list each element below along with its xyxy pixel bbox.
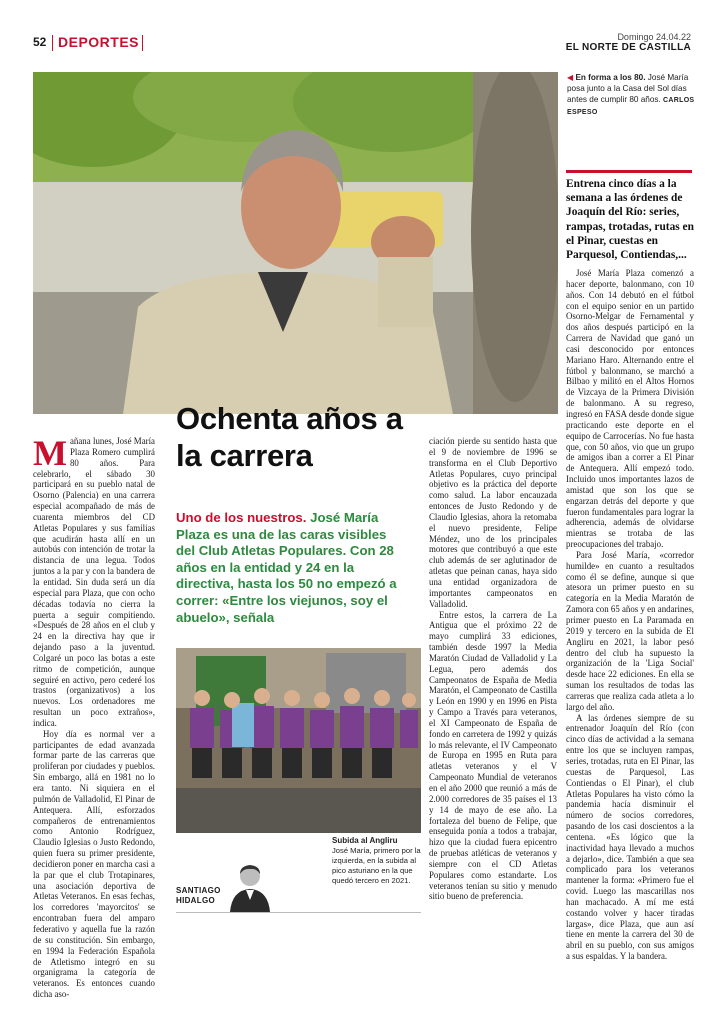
headline: Ochenta años a la carrera: [176, 401, 403, 473]
body-paragraph: ciación pierde su sentido hasta que el 9 de noviembre de 1996 se transforma en el Club Deportivo Atletas Populares, cuyo principal objetivo es la práctica del deporte como salud. La labor encauzada entonces de Justo Redondo y de Claudio Iglesias, ahora la retomaba el nuevo presidente, Felipe Méndez, uno de los principales motores que contribuyó a que este club además de ser aglutinador de atletas que peinan canas, haya sido una entidad organizadora de importantes campeonatos en Valladolid.: [429, 436, 557, 609]
caption-text: José María, primero por la izquierda, en la subida al pico asturiano en la que quedó tercero en 2021.: [332, 846, 421, 885]
group-photo-caption: [332, 836, 422, 886]
drop-cap: M: [33, 433, 67, 473]
body-paragraph: [33, 433, 155, 729]
newspaper-name: EL NORTE DE CASTILLA: [565, 42, 691, 53]
caption-text: José María posa junto a la Casa del Sol días antes de cumplir 80 años.: [567, 73, 689, 104]
caption-title: En forma a los 80.: [575, 73, 646, 82]
body-paragraph: Para José María, «corredor humilde» en cuanto a resultados como él se define, aunque si que atesora un primer puesto en su categoría en la Media Maratón de Zamora con 65 años y en andarines, primer puesto en La Paramada en 2019 y tercero en la subida de El Angliru en 2021, la labor pesó dentro del club ha supuesto la organización de la 'Liga Social' desde hace 22 ediciones. En ella se suman los resultados de todas las carreras que realiza cada atleta a lo largo del año.: [566, 549, 694, 712]
author-first-name: SANTIAGO: [176, 886, 221, 895]
page-number: 52: [33, 35, 47, 49]
group-illustration: [176, 648, 421, 833]
author-avatar: [226, 860, 274, 912]
author-rule: [176, 912, 421, 913]
body-column-1: [33, 433, 155, 1000]
subhead-rule: [566, 170, 692, 173]
portrait-illustration: [33, 72, 558, 414]
author-byline: [176, 886, 221, 905]
body-paragraph: A las órdenes siempre de su entrenador Joaquín del Río (con cinco días de actividad a la semana entre los que se incluyen rampas, series, trotadas, ruta en El Pinar, las cuestas de Parquesol, Las Contiendas o El Pinar), el club Atletas Populares ha visto cómo la pandemia hacía disminuir el número de socios corredores, pasando de los casi doscientos a la centena. «Es lógico que la inactividad haya llevado a muchos a dejarlo», dice. También a que sea complicado para los veteranos mantener la forma: «Primero fue el covid. Luego las mascarillas nos han machacado. A mí me está costando volver y hacer tiradas largas», dice Plaza, que aun así tiene en mente la carrera del 30 de abril en su pueblo, con sus amigos a sus espaldas. Y la bandera.: [566, 712, 694, 962]
body-column-3: [429, 436, 557, 902]
body-column-4: [566, 268, 694, 962]
body-paragraph: Hoy día es normal ver a participantes de edad avanzada formar parte de las carreras que proliferan por ciudades y pueblos. Sin embargo, allá en 1981 no lo era tanto. Ni siquiera en el pulmón de Valladolid, El Pinar de Antequera. Allí, esforzados compañeros de entrenamientos como Antonio Rodríguez, Claudio Iglesias o Justo Redondo, quien fuera su primer presidente, decidieron poner en marcha casi a la par que el club Trotapinares, una asociación deportiva de Atletas Veteranos. En esas fechas, los corredores 'mayorcitos' se encontraban fuera del amparo federativo y aquella fue la razón de su constitución. Sin embargo, en 1994 la Federación Española de Atletismo integró en su organigrama la categoría de veteranos. Es entonces cuando dicha aso-: [33, 728, 155, 1000]
caption-title: Subida al Angliru: [332, 836, 398, 845]
issue-date: Domingo 24.04.22: [617, 32, 691, 42]
body-paragraph: Entre estos, la carrera de La Antigua que el próximo 22 de mayo cumplirá 33 ediciones, también desde 1997 la Media Maratón Ciudad de Valladolid y La Legua, pero además dos Campeonatos de España de Media Maratón, el Campeonato de Castilla y León en 1990 y en 1996 en Pista y Campo a Través para veteranos, el XI Campeonato de España de fondo en carretera de 1992 y quizás lo más relevante, el IV Campeonato de Europa en 1995 en Ruta para atletas veteranos y el V Campeonato Mundial de veteranos en el año 2000 que reunió a más de 2.000 corredores de 35 países el 13 y 14 de mayo de ese año. La fortaleza del bueno de Felipe, que enseguida ponía a todos a trabajar, hizo que la ciudad fuera epicentro de pruebas atléticas de veteranos y siempre con el CD Atletas Populares como estandarte. Los veteranos tenían su sitio y menudo sitio bueno de preferencia.: [429, 609, 557, 902]
section-title: DEPORTES: [58, 34, 140, 50]
lead-paragraph: [176, 510, 406, 626]
lead-kicker: Uno de los nuestros.: [176, 510, 307, 525]
lead-text: José María Plaza es una de las caras visibles del Club Atletas Populares. Con 28 años en la entidad y 24 en la directiva, hasta los 50 no empezó a correr: «Entre los viejunos, soy el abuelo», señala: [176, 510, 397, 625]
body-paragraph-text: añana lunes, José María Plaza Romero cumplirá 80 años. Para celebrarlo, el sábado 30 participará en su pueblo natal de Osorno (Palencia) en una carrera especial acompañado de más de cuarenta miembros del CD Atletas Populares y sus familias que acudirán hasta allí en un autobús con intención de trotar la distancia de una legua. Todos juntos a la par y con la bandera de la entidad. Sin duda será un día especial para Plaza, que con ocho décadas todavía no cierra la puerta a seguir compitiendo. «Después de 28 años en el club y 24 en la directiva hay que ir dejando paso a la juventud. Colgaré un poco las botas a este ritmo de competición, aunque seguiré en activo, pero cederé los trastos (organizativos) a los nuevos. Los ordenadores me resultan un poco extraños», indica.: [33, 436, 155, 728]
subhead: Entrena cinco días a la semana a las órdenes de Joaquín del Río: series, rampas, trotadas, rutas en el Pinar, cuestas en Parquesol, Contiendas,...: [566, 178, 694, 262]
main-photo: [33, 72, 558, 414]
caption-arrow-icon: ◀: [567, 73, 574, 82]
group-photo: [176, 648, 421, 833]
photo-caption: [567, 72, 697, 118]
author-last-name: HIDALGO: [176, 895, 215, 905]
header-divider: [52, 35, 53, 51]
header-divider: [142, 35, 143, 51]
body-paragraph: José María Plaza comenzó a hacer deporte, balonmano, con 10 años. Con 14 debutó en el fútbol con el equipo senior en un partido Osorno-Melgar de Fernamental y dos años después participó en la Carrera de Navidad que ganó un casi desconocido por entonces Mariano Haro. Alternando entre el fútbol y balonmano, se marchó a Bilbao y militó en el Altos Hornos de Vizcaya de la Primera División de balonmano. A su regreso, ingresó en FASA desde donde sigue practicando este deporte en el equipo de Carrocerías. No fue hasta que, con 50 años, vio que un grupo de amigos iban a correr a El Pinar de Antequera. Allí empezó todo. Incluido unos importantes lazos de amistad que son los que se engarzan detrás del deporte y que fueron fundamentales para lograr la adherencia, además de olvidarse mientras se trotaba de las preocupaciones del trabajo.: [566, 268, 694, 550]
photo-credit: CARLOS ESPESO: [567, 97, 695, 116]
